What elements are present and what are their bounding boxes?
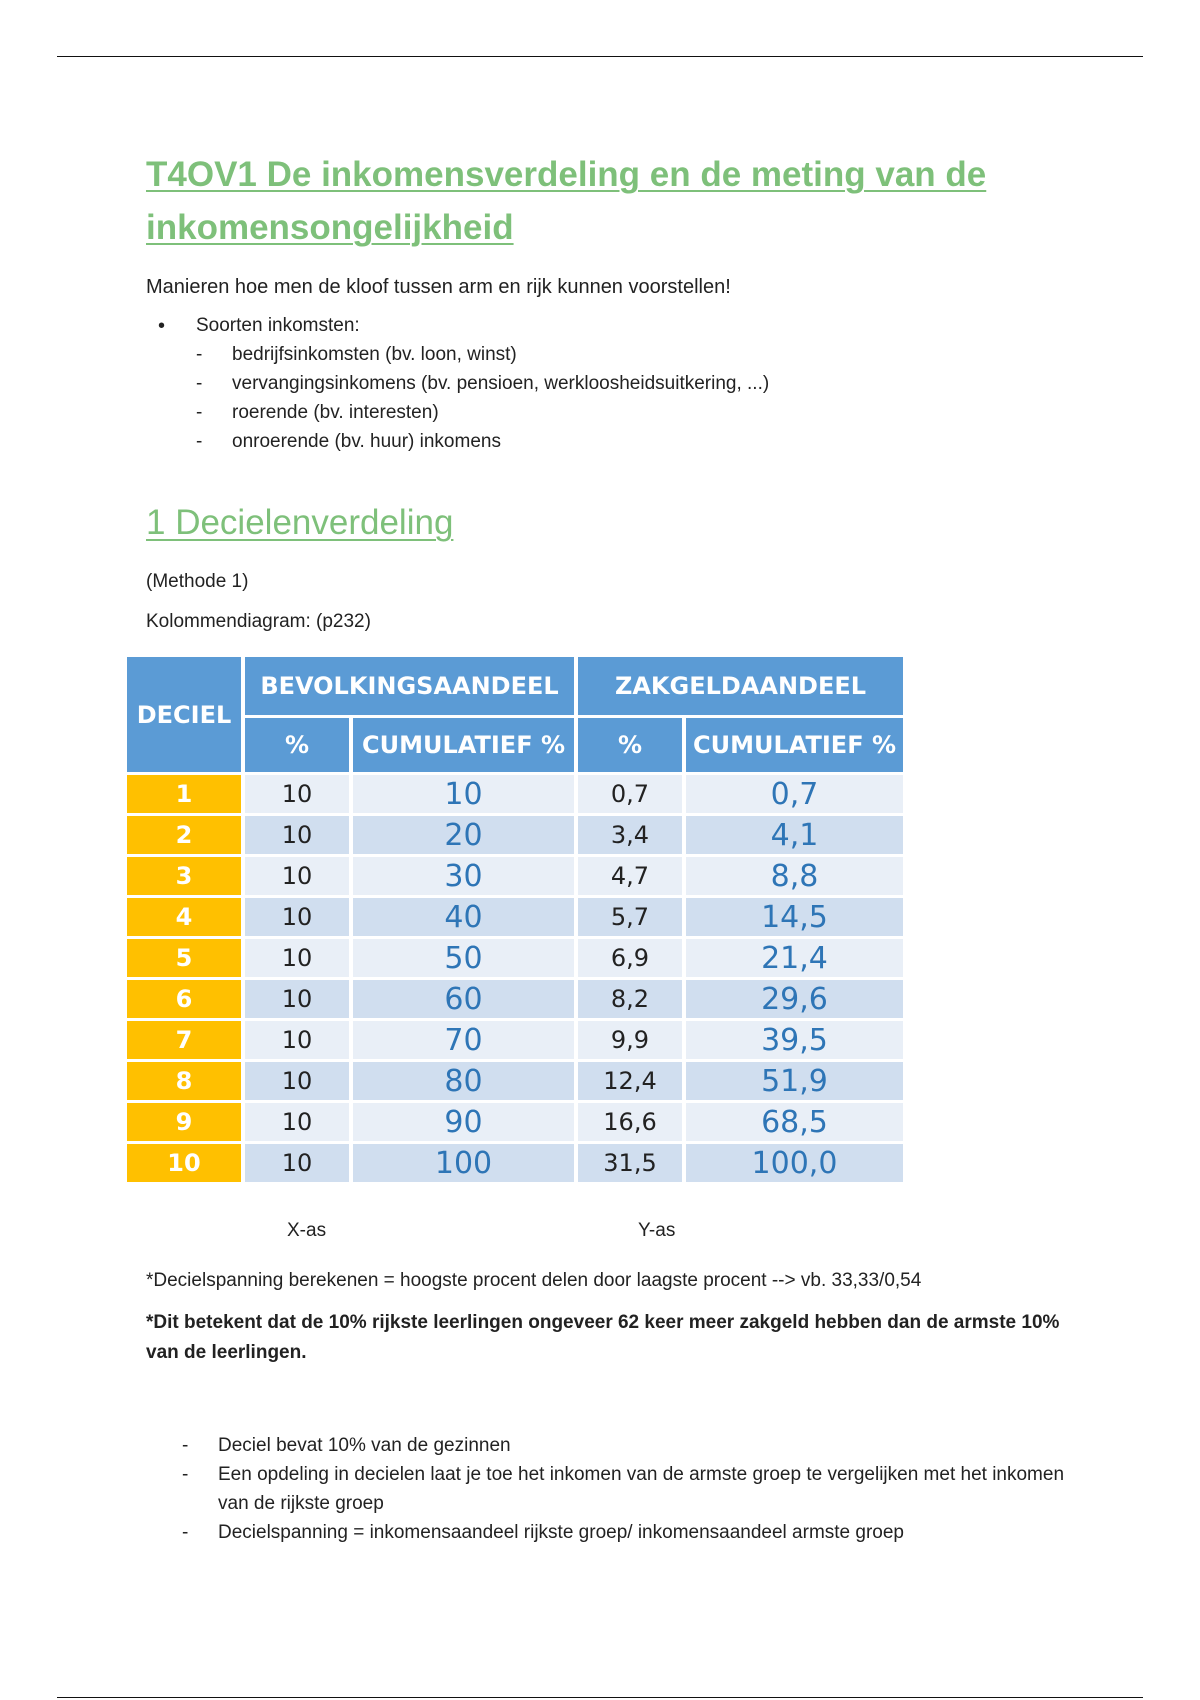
notes: [146, 1266, 1076, 1368]
y-axis-label: Y-as: [638, 1220, 676, 1241]
page-title: T4OV1 De inkomensverdeling en de meting van de inkomensongelijkheid: [146, 155, 987, 247]
money-cum-cell: 68,5: [686, 1103, 903, 1141]
formula-note: *Decielspanning berekenen = hoogste procent delen door laagste procent --> vb. 33,33/0,54: [146, 1270, 922, 1291]
money-cum-cell: 100,0: [686, 1144, 903, 1182]
money-cum-cell: 29,6: [686, 980, 903, 1018]
pop-cum-cell: 30: [353, 857, 574, 895]
money-cum-cell: 0,7: [686, 775, 903, 813]
pop-pct-cell: 10: [245, 816, 349, 854]
table-row: [127, 816, 903, 854]
facts-list: [182, 1431, 1072, 1547]
income-types-sublist: [196, 340, 1086, 456]
pop-pct-cell: 10: [245, 775, 349, 813]
deciel-cell: 3: [127, 857, 241, 895]
pop-cum-cell: 70: [353, 1021, 574, 1059]
deciel-cell: 8: [127, 1062, 241, 1100]
pop-pct-cell: 10: [245, 1144, 349, 1182]
header-rule: [57, 56, 1143, 57]
pop-cum-cell: 90: [353, 1103, 574, 1141]
list-item: - Deciel bevat 10% van de gezinnen: [182, 1431, 1072, 1460]
pop-cum-cell: 10: [353, 775, 574, 813]
population-pct-header: %: [245, 718, 349, 772]
list-item: - Decielspanning = inkomensaandeel rijkste groep/ inkomensaandeel armste groep: [182, 1518, 1072, 1547]
list-item: - Een opdeling in decielen laat je toe het inkomen van de armste groep te vergelijken met het inkomen van de rijkste groep: [182, 1460, 1072, 1518]
list-item: [146, 312, 1086, 456]
money-cum-cell: 51,9: [686, 1062, 903, 1100]
pop-pct-cell: 10: [245, 857, 349, 895]
diagram-label: Kolommendiagram: (p232): [146, 611, 371, 632]
money-pct-cell: 12,4: [578, 1062, 682, 1100]
deciel-cell: 4: [127, 898, 241, 936]
income-types-heading: Soorten inkomsten:: [196, 315, 360, 336]
deciel-cell: 9: [127, 1103, 241, 1141]
money-cum-header: CUMULATIEF %: [686, 718, 903, 772]
money-cum-cell: 4,1: [686, 816, 903, 854]
list-item: - roerende (bv. interesten): [196, 398, 1086, 427]
money-pct-cell: 3,4: [578, 816, 682, 854]
money-cum-cell: 39,5: [686, 1021, 903, 1059]
table-row: [127, 980, 903, 1018]
pop-pct-cell: 10: [245, 898, 349, 936]
pop-cum-cell: 20: [353, 816, 574, 854]
pop-pct-cell: 10: [245, 1103, 349, 1141]
pop-pct-cell: 10: [245, 1062, 349, 1100]
money-pct-cell: 8,2: [578, 980, 682, 1018]
pop-cum-cell: 60: [353, 980, 574, 1018]
pop-pct-cell: 10: [245, 1021, 349, 1059]
table-row: [127, 939, 903, 977]
deciel-cell: 10: [127, 1144, 241, 1182]
pop-cum-cell: 50: [353, 939, 574, 977]
money-pct-cell: 9,9: [578, 1021, 682, 1059]
pop-cum-cell: 80: [353, 1062, 574, 1100]
deciel-cell: 6: [127, 980, 241, 1018]
x-axis-label: X-as: [287, 1220, 327, 1241]
money-pct-cell: 4,7: [578, 857, 682, 895]
population-share-header: BEVOLKINGSAANDEEL: [245, 657, 574, 715]
money-pct-cell: 31,5: [578, 1144, 682, 1182]
money-pct-header: %: [578, 718, 682, 772]
table-row: [127, 857, 903, 895]
table-row: [127, 1103, 903, 1141]
table-row: [127, 898, 903, 936]
money-cum-cell: 21,4: [686, 939, 903, 977]
table-row: [127, 1062, 903, 1100]
list-item: - onroerende (bv. huur) inkomens: [196, 427, 1086, 456]
money-cum-cell: 8,8: [686, 857, 903, 895]
income-types-list: [146, 312, 1086, 456]
population-cum-header: CUMULATIEF %: [353, 718, 574, 772]
method-label: (Methode 1): [146, 571, 249, 592]
pop-pct-cell: 10: [245, 939, 349, 977]
money-pct-cell: 5,7: [578, 898, 682, 936]
decile-table: [123, 654, 907, 1185]
table-row: [127, 1021, 903, 1059]
deciel-cell: 7: [127, 1021, 241, 1059]
pop-pct-cell: 10: [245, 980, 349, 1018]
intro-text: Manieren hoe men de kloof tussen arm en rijk kunnen voorstellen!: [146, 276, 731, 298]
money-pct-cell: 0,7: [578, 775, 682, 813]
deciel-cell: 1: [127, 775, 241, 813]
money-pct-cell: 16,6: [578, 1103, 682, 1141]
list-item: - vervangingsinkomens (bv. pensioen, werkloosheidsuitkering, ...): [196, 369, 1086, 398]
money-cum-cell: 14,5: [686, 898, 903, 936]
table-row: [127, 1144, 903, 1182]
deciel-cell: 5: [127, 939, 241, 977]
footer-rule: [57, 1697, 1143, 1698]
deciel-cell: 2: [127, 816, 241, 854]
pop-cum-cell: 40: [353, 898, 574, 936]
section-title: 1 Decielenverdeling: [146, 503, 454, 542]
pocket-money-share-header: ZAKGELDAANDEEL: [578, 657, 903, 715]
money-pct-cell: 6,9: [578, 939, 682, 977]
pop-cum-cell: 100: [353, 1144, 574, 1182]
list-item: - bedrijfsinkomsten (bv. loon, winst): [196, 340, 1086, 369]
deciel-header: DECIEL: [127, 657, 241, 772]
conclusion-note: *Dit betekent dat de 10% rijkste leerlingen ongeveer 62 keer meer zakgeld hebben dan de armste 10% van de leerlingen.: [146, 1312, 1060, 1363]
table-row: [127, 775, 903, 813]
document-body: [146, 148, 1086, 636]
